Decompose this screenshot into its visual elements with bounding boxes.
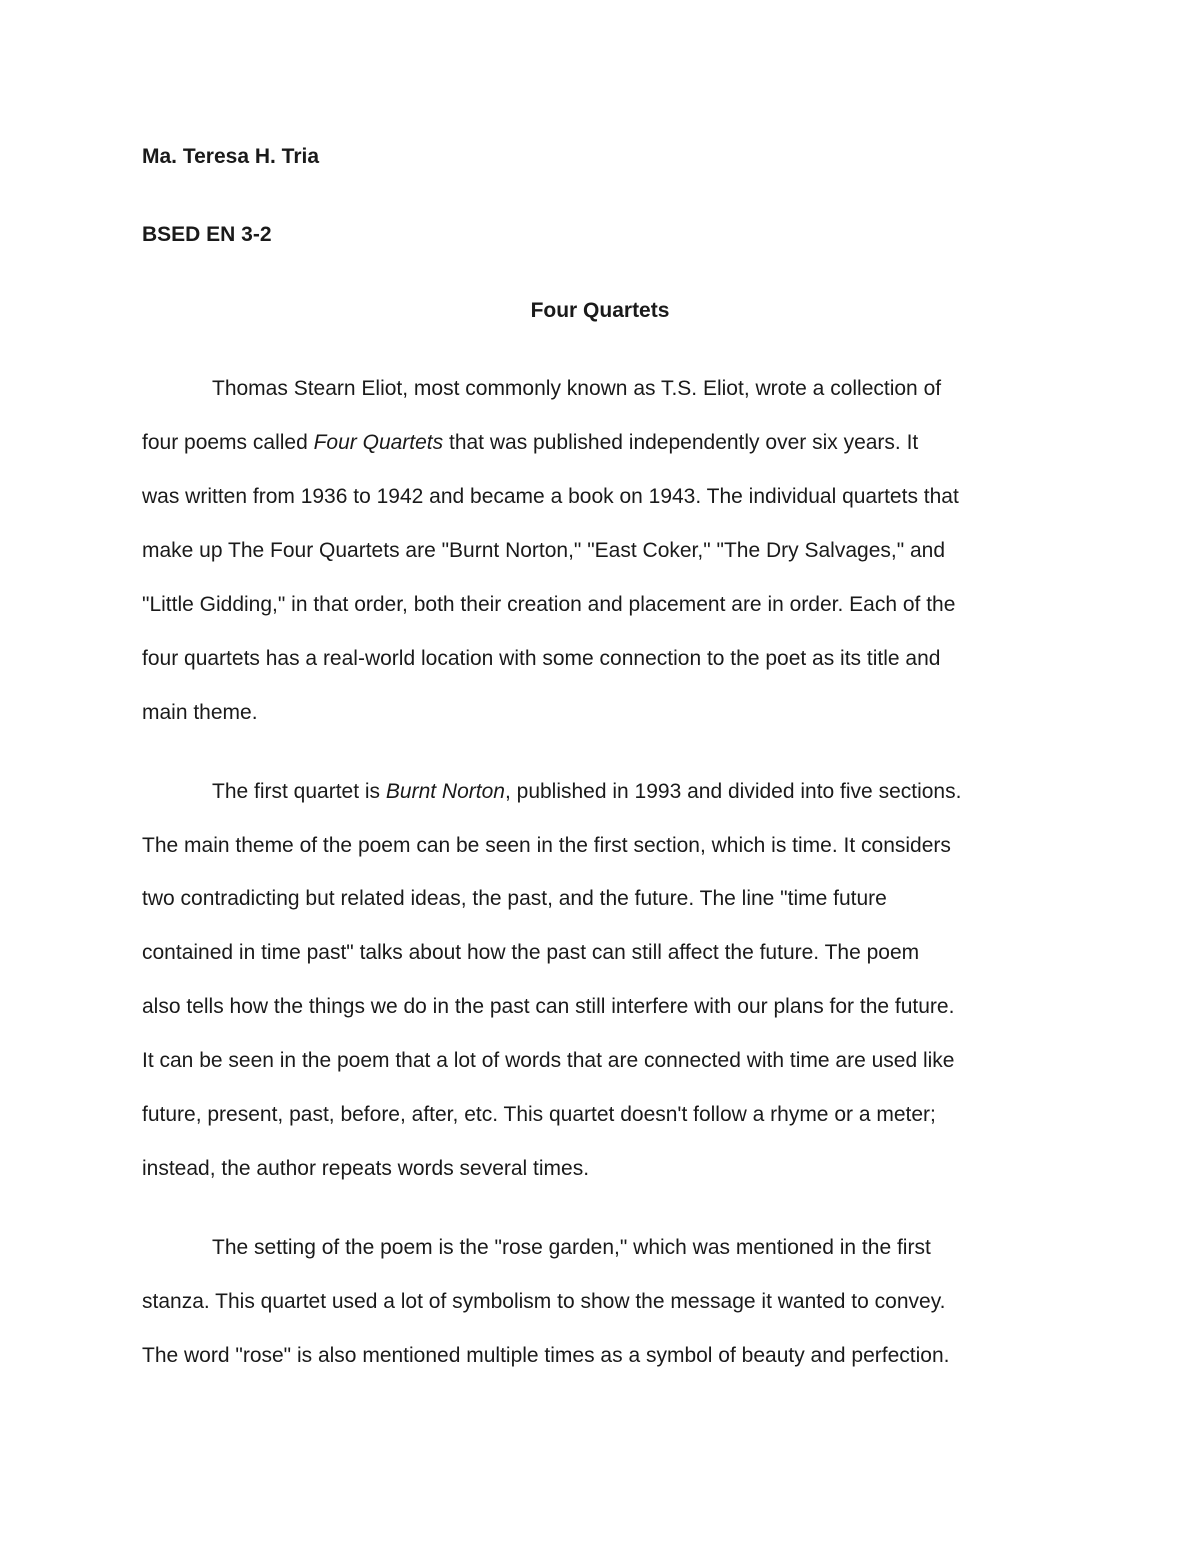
paragraph-2-line-3: two contradicting but related ideas, the past, and the future. The line "time future [142,887,887,910]
author-name: Ma. Teresa H. Tria [142,145,320,168]
paragraph-1-line-2 [142,430,918,456]
paragraph-2-line-7: future, present, past, before, after, etc. This quartet doesn't follow a rhyme or a meter; [142,1103,936,1126]
paragraph-1-line-4: make up The Four Quartets are "Burnt Norton," "East Coker," "The Dry Salvages," and [142,539,946,562]
work-title-italic: Four Quartets [313,431,444,454]
line-text: , published in 1993 and divided into five sections. [504,780,962,803]
paragraph-3-line-3: The word "rose" is also mentioned multiple times as a symbol of beauty and perfection. [142,1344,950,1367]
paragraph-2-line-1 [212,779,961,805]
paragraph-2-line-6: It can be seen in the poem that a lot of words that are connected with time are used like [142,1049,955,1072]
document-title: Four Quartets [530,299,670,322]
paragraph-1-line-3: was written from 1936 to 1942 and became a book on 1943. The individual quartets that [142,485,959,508]
paragraph-2-line-4: contained in time past" talks about how the past can still affect the future. The poem [142,941,920,964]
line-text: four poems called [142,431,314,454]
paragraph-3-line-1: The setting of the poem is the "rose garden," which was mentioned in the first [212,1236,931,1259]
course-section: BSED EN 3-2 [142,223,272,246]
paragraph-1-line-1: Thomas Stearn Eliot, most commonly known as T.S. Eliot, wrote a collection of [212,377,942,400]
work-title-italic: Burnt Norton [385,780,505,803]
paragraph-3-line-2: stanza. This quartet used a lot of symbolism to show the message it wanted to convey. [142,1290,946,1313]
line-text: The first quartet is [212,780,386,803]
paragraph-2-line-8: instead, the author repeats words several times. [142,1157,590,1180]
paragraph-1-line-7: main theme. [142,701,258,724]
paragraph-2-line-5: also tells how the things we do in the past can still interfere with our plans for the future. [142,995,955,1018]
paragraph-1-line-5: "Little Gidding," in that order, both their creation and placement are in order. Each of the [142,593,956,616]
paragraph-2-line-2: The main theme of the poem can be seen in the first section, which is time. It considers [142,834,951,857]
line-text: that was published independently over six years. It [443,431,919,454]
paragraph-1-line-6: four quartets has a real-world location with some connection to the poet as its title and [142,647,941,670]
